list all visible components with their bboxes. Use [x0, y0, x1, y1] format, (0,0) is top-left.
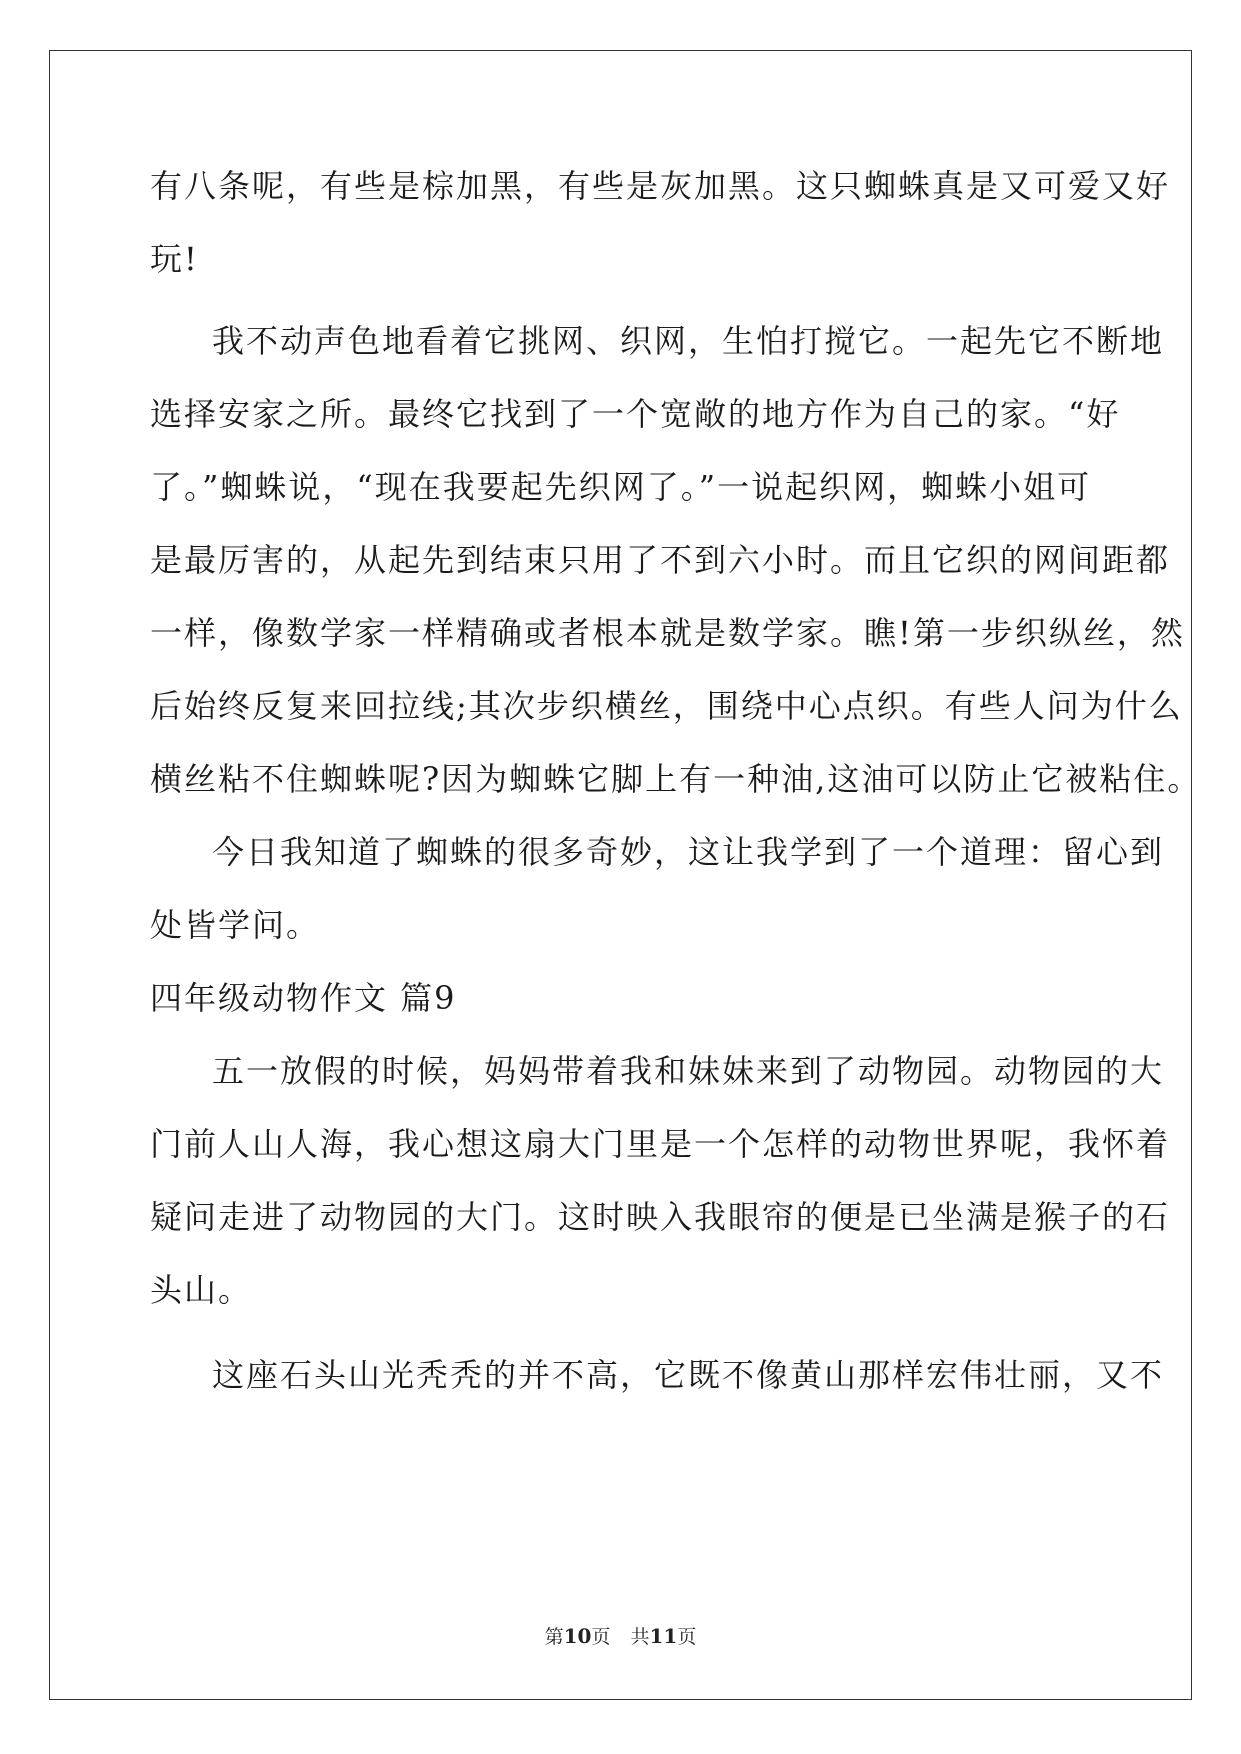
paragraph-line: 了。”蜘蛛说，“现在我要起先织网了。”一说起织网，蜘蛛小姐可 — [150, 468, 1092, 506]
paragraph-line: 选择安家之所。最终它找到了一个宽敞的地方作为自己的家。“好 — [150, 395, 1121, 433]
section-heading: 四年级动物作文 篇9 — [150, 979, 457, 1017]
paragraph-line: 这座石头山光秃秃的并不高，它既不像黄山那样宏伟壮丽，又不 — [212, 1356, 1165, 1394]
paragraph-line: 有八条呢，有些是棕加黑，有些是灰加黑。这只蜘蛛真是又可爱又好 — [150, 167, 1171, 205]
page-number-suffix: 页 — [591, 1626, 611, 1648]
total-pages-prefix: 共 — [630, 1626, 650, 1648]
paragraph-line: 后始终反复来回拉线;其次步织横丝，围绕中心点织。有些人问为什么 — [150, 687, 1183, 725]
page-border — [49, 50, 1202, 1700]
paragraph-line: 今日我知道了蜘蛛的很多奇妙，这让我学到了一个道理：留心到 — [212, 833, 1165, 871]
paragraph-line: 我不动声色地看着它挑网、织网，生怕打搅它。一起先它不断地 — [212, 322, 1165, 360]
paragraph-line: 是最厉害的，从起先到结束只用了不到六小时。而且它织的网间距都 — [150, 541, 1171, 579]
paragraph-line: 头山。 — [150, 1271, 253, 1309]
page-footer — [0, 1623, 1241, 1650]
paragraph-line: 疑问走进了动物园的大门。这时映入我眼帘的便是已坐满是猴子的石 — [150, 1198, 1171, 1236]
paragraph-line: 横丝粘不住蜘蛛呢?因为蜘蛛它脚上有一种油,这油可以防止它被粘住。 — [150, 760, 1202, 798]
paragraph-line: 一样，像数学家一样精确或者根本就是数学家。瞧!第一步织纵丝，然 — [150, 614, 1185, 652]
paragraph-line: 玩! — [150, 240, 199, 278]
page-number-prefix: 第 — [544, 1626, 564, 1648]
paragraph-line: 五一放假的时候，妈妈带着我和妹妹来到了动物园。动物园的大 — [212, 1052, 1165, 1090]
current-page-number: 10 — [563, 1624, 592, 1648]
total-pages-suffix: 页 — [677, 1626, 697, 1648]
total-page-count: 11 — [649, 1624, 678, 1648]
paragraph-line: 门前人山人海，我心想这扇大门里是一个怎样的动物世界呢，我怀着 — [150, 1125, 1171, 1163]
paragraph-line: 处皆学问。 — [150, 906, 321, 944]
